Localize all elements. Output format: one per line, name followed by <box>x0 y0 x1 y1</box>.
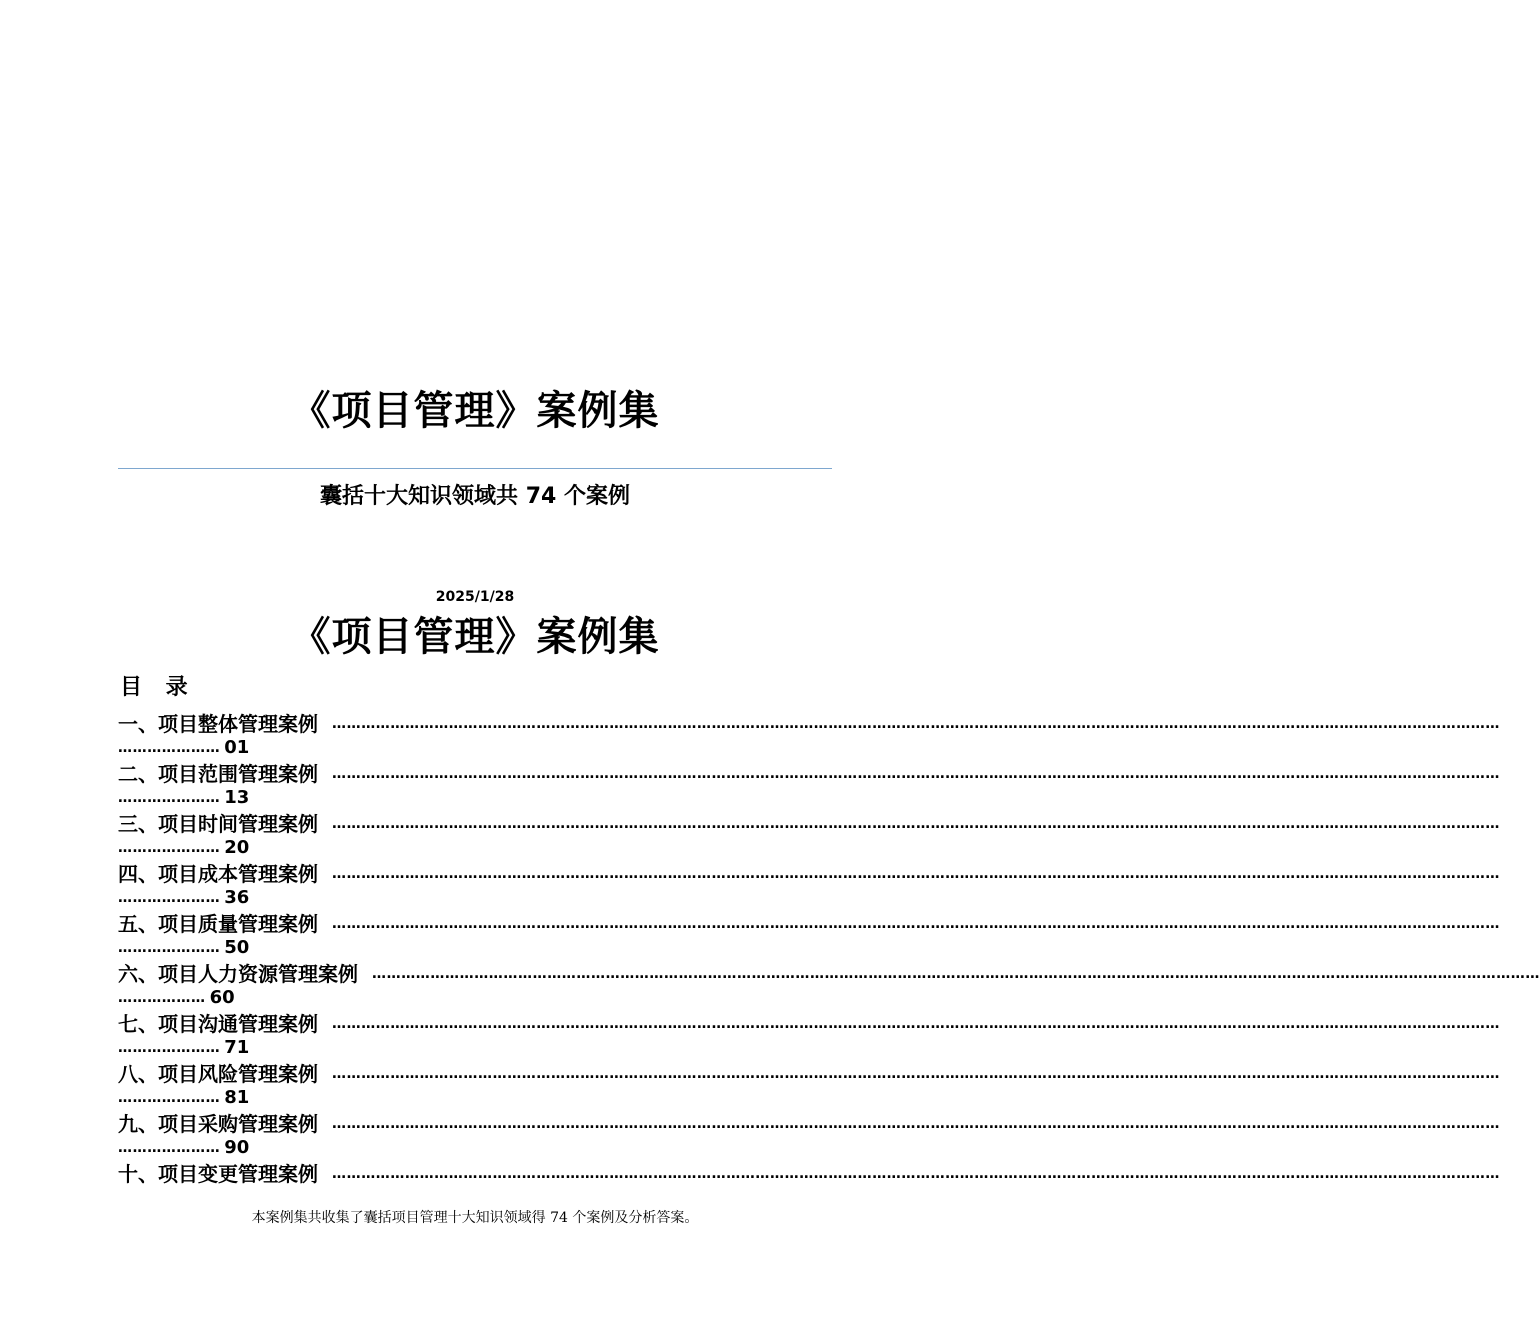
toc-entry[interactable] <box>118 760 1500 810</box>
toc-leader-dots: …………………………………………………………………………………………………………………………………………………………………………………………………………………… <box>332 866 1500 882</box>
toc-entry-label: 四、项目成本管理案例 <box>118 862 318 886</box>
table-of-contents <box>118 710 1540 1210</box>
toc-leader-dots: …………………………………………………………………………………………………………………………………………………………………………………………………………………… <box>332 1066 1500 1082</box>
document-title: 《项目管理》案例集 <box>290 614 660 660</box>
toc-entry-label: 二、项目范围管理案例 <box>118 762 318 786</box>
toc-entry[interactable] <box>118 1160 1500 1210</box>
toc-leader-dots: ………………… <box>118 890 221 906</box>
toc-entry-label: 三、项目时间管理案例 <box>118 812 318 836</box>
toc-leader-dots: ………………… <box>118 1090 221 1106</box>
toc-leader-dots: …………………………………………………………………………………………………………………………………………………………………………………………………………………… <box>332 816 1500 832</box>
toc-leader-dots: …………………………………………………………………………………………………………………………………………………………………………………………………………………… <box>332 1116 1500 1132</box>
toc-entry[interactable] <box>118 860 1500 910</box>
toc-leader-dots: ………………… <box>118 1140 221 1156</box>
toc-leader-dots: ……………… <box>118 990 206 1006</box>
toc-heading: 目 录 <box>120 675 196 700</box>
toc-entry-label: 八、项目风险管理案例 <box>118 1062 318 1086</box>
toc-entry-label: 十、项目变更管理案例 <box>118 1162 318 1186</box>
cover-date: 2025/1/28 <box>435 589 515 605</box>
toc-entry-page: 60 <box>209 987 235 1008</box>
toc-entry[interactable] <box>118 1110 1500 1160</box>
toc-entry-page: 13 <box>224 787 250 808</box>
toc-leader-dots: ………………… <box>118 790 221 806</box>
toc-leader-dots: ………………… <box>118 740 221 756</box>
toc-leader-dots: …………………………………………………………………………………………………………………………………………………………………………………………………………………… <box>332 916 1500 932</box>
toc-leader-dots: …………………………………………………………………………………………………………………………………………………………………………………………………………………… <box>332 1016 1500 1032</box>
title-divider <box>118 468 832 469</box>
cover-title: 《项目管理》案例集 <box>290 388 660 434</box>
toc-entry[interactable] <box>118 1010 1500 1060</box>
toc-entry-page: 71 <box>224 1037 250 1058</box>
toc-entry-page: 81 <box>224 1087 250 1108</box>
toc-leader-dots: ………………… <box>118 840 221 856</box>
toc-leader-dots: …………………………………………………………………………………………………………………………………………………………………………………………………………………… <box>332 716 1500 732</box>
toc-entry-page: 01 <box>224 737 250 758</box>
footer-note: 本案例集共收集了囊括项目管理十大知识领域得 74 个案例及分析答案。 <box>251 1210 699 1226</box>
toc-entry-page: 90 <box>224 1137 250 1158</box>
cover-subtitle: 囊括十大知识领域共 74 个案例 <box>320 484 630 509</box>
toc-leader-dots: ………………… <box>118 1040 221 1056</box>
toc-entry[interactable] <box>118 710 1500 760</box>
toc-entry[interactable] <box>118 960 1540 1010</box>
toc-entry-label: 一、项目整体管理案例 <box>118 712 318 736</box>
toc-entry-page: 20 <box>224 837 250 858</box>
toc-entry-label: 五、项目质量管理案例 <box>118 912 318 936</box>
toc-leader-dots: …………………………………………………………………………………………………………………………………………………………………………………………………………………… <box>332 1166 1500 1182</box>
toc-entry[interactable] <box>118 910 1500 960</box>
toc-leader-dots: ………………… <box>118 940 221 956</box>
toc-entry-label: 七、项目沟通管理案例 <box>118 1012 318 1036</box>
toc-entry-page: 36 <box>224 887 250 908</box>
toc-entry-page: 50 <box>224 937 250 958</box>
toc-leader-dots: …………………………………………………………………………………………………………………………………………………………………………………………………………………… <box>332 766 1500 782</box>
toc-entry[interactable] <box>118 810 1500 860</box>
toc-entry-label: 六、项目人力资源管理案例 <box>118 962 358 986</box>
toc-leader-dots: …………………………………………………………………………………………………………………………………………………………………………………………………………………… <box>372 966 1540 982</box>
toc-entry[interactable] <box>118 1060 1500 1110</box>
toc-entry-label: 九、项目采购管理案例 <box>118 1112 318 1136</box>
